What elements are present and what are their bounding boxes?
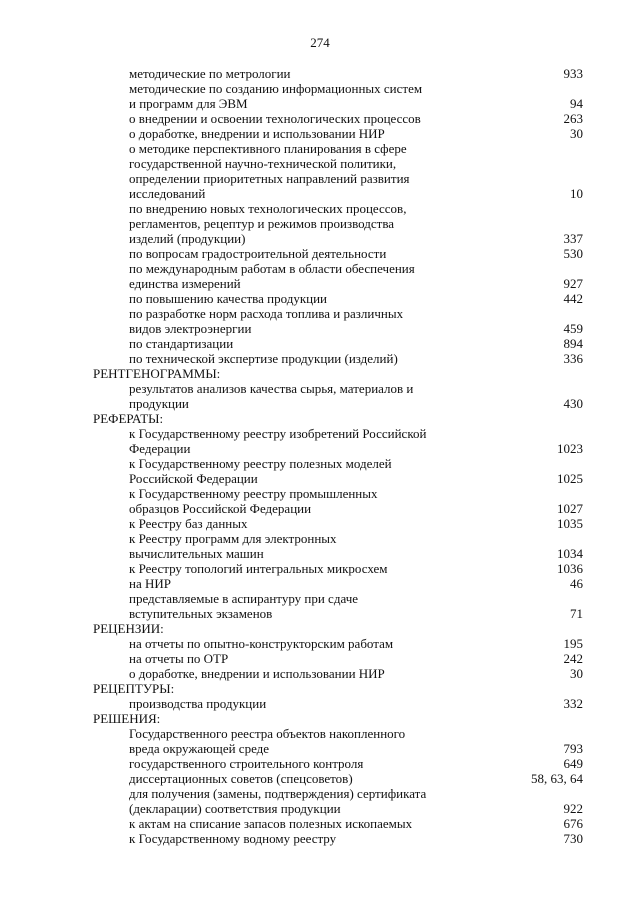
index-entry	[0, 336, 640, 351]
entry-text: к актам на списание запасов полезных ископаемых	[129, 816, 413, 831]
entry-text: методические по созданию информационных систем	[129, 81, 423, 96]
entry-text: (декларации) соответствия продукции	[129, 801, 341, 816]
entry-text: к Реестру баз данных	[129, 516, 248, 531]
page-reference: 793	[563, 741, 583, 756]
index-entry	[0, 666, 640, 681]
page-reference: 71	[570, 606, 583, 621]
index-entry	[0, 471, 640, 486]
index-entry	[0, 201, 640, 216]
page-reference: 1036	[557, 561, 583, 576]
index-entry	[0, 741, 640, 756]
index-entry	[0, 726, 640, 741]
entry-text: по внедрению новых технологических процессов,	[129, 201, 407, 216]
entry-text: РЕЦЕПТУРЫ:	[93, 681, 175, 696]
page-reference: 430	[563, 396, 583, 411]
page-reference: 459	[563, 321, 583, 336]
index-entry	[0, 756, 640, 771]
page-reference: 10	[570, 186, 583, 201]
entry-text: и программ для ЭВМ	[129, 96, 248, 111]
entry-text: РЕШЕНИЯ:	[93, 711, 161, 726]
index-entry	[0, 96, 640, 111]
index-entry	[0, 291, 640, 306]
entry-text: представляемые в аспирантуру при сдаче	[129, 591, 358, 606]
page-reference: 1027	[557, 501, 583, 516]
index-entry	[0, 66, 640, 81]
entry-text: для получения (замены, подтверждения) сертификата	[129, 786, 427, 801]
entry-text: регламентов, рецептур и режимов производства	[129, 216, 395, 231]
index-entry	[0, 216, 640, 231]
entry-text: о доработке, внедрении и использовании НИР	[129, 666, 385, 681]
entry-text: по международным работам в области обеспечения	[129, 261, 415, 276]
entry-text: о методике перспективного планирования в сфере	[129, 141, 407, 156]
page-reference: 1035	[557, 516, 583, 531]
index-entry	[0, 801, 640, 816]
entry-text: на отчеты по опытно-конструкторским работам	[129, 636, 394, 651]
index-entry	[0, 396, 640, 411]
index-entry	[0, 306, 640, 321]
entry-text: по стандартизации	[129, 336, 234, 351]
index-entry	[0, 531, 640, 546]
page-reference: 1023	[557, 441, 583, 456]
page-reference: 242	[563, 651, 583, 666]
entry-text: изделий (продукции)	[129, 231, 246, 246]
page-reference: 530	[563, 246, 583, 261]
index-entry	[0, 786, 640, 801]
index-entry	[0, 186, 640, 201]
page-reference: 46	[570, 576, 583, 591]
entry-text: вычислительных машин	[129, 546, 264, 561]
entry-text: диссертационных советов (спецсоветов)	[129, 771, 353, 786]
index-entry	[0, 351, 640, 366]
index-entry	[0, 501, 640, 516]
entry-text: Государственного реестра объектов накопленного	[129, 726, 406, 741]
index-entry	[0, 576, 640, 591]
entry-text: по повышению качества продукции	[129, 291, 328, 306]
entry-text: по технической экспертизе продукции (изделий)	[129, 351, 398, 366]
index-entry	[0, 816, 640, 831]
entry-text: государственного строительного контроля	[129, 756, 364, 771]
section-heading	[0, 621, 640, 636]
page-reference: 195	[563, 636, 583, 651]
entry-text: государственной научно-технической политики,	[129, 156, 397, 171]
page-reference: 442	[563, 291, 583, 306]
entry-text: единства измерений	[129, 276, 241, 291]
entry-text: на отчеты по ОТР	[129, 651, 229, 666]
section-heading	[0, 411, 640, 426]
index-entry	[0, 426, 640, 441]
page-reference: 649	[563, 756, 583, 771]
section-heading	[0, 711, 640, 726]
entry-text: по вопросам градостроительной деятельности	[129, 246, 387, 261]
page-reference: 336	[563, 351, 583, 366]
index-entry	[0, 261, 640, 276]
index-entry	[0, 456, 640, 471]
index-entry	[0, 561, 640, 576]
page-reference: 58, 63, 64	[531, 771, 583, 786]
page-reference: 894	[563, 336, 583, 351]
section-heading	[0, 366, 640, 381]
index-entry	[0, 141, 640, 156]
entry-text: на НИР	[129, 576, 171, 591]
entry-text: РЕНТГЕНОГРАММЫ:	[93, 366, 221, 381]
entry-text: методические по метрологии	[129, 66, 291, 81]
entry-text: к Государственному реестру промышленных	[129, 486, 378, 501]
section-heading	[0, 681, 640, 696]
page-reference: 933	[563, 66, 583, 81]
page-reference: 922	[563, 801, 583, 816]
page-reference: 30	[570, 126, 583, 141]
entry-text: вступительных экзаменов	[129, 606, 273, 621]
index-entry	[0, 516, 640, 531]
index-entry	[0, 591, 640, 606]
entry-text: РЕФЕРАТЫ:	[93, 411, 164, 426]
page-reference: 1025	[557, 471, 583, 486]
page-reference: 332	[563, 696, 583, 711]
entry-text: вреда окружающей среде	[129, 741, 270, 756]
index-list	[0, 66, 640, 901]
entry-text: исследований	[129, 186, 206, 201]
index-entry	[0, 546, 640, 561]
index-entry	[0, 381, 640, 396]
entry-text: определении приоритетных направлений развития	[129, 171, 410, 186]
index-entry	[0, 651, 640, 666]
index-entry	[0, 111, 640, 126]
page-reference: 94	[570, 96, 583, 111]
entry-text: к Государственному реестру полезных моделей	[129, 456, 392, 471]
entry-text: к Государственному реестру изобретений Российской	[129, 426, 427, 441]
page-reference: 676	[563, 816, 583, 831]
index-entry	[0, 126, 640, 141]
entry-text: Российской Федерации	[129, 471, 258, 486]
index-entry	[0, 771, 640, 786]
index-entry	[0, 486, 640, 501]
entry-text: о внедрении и освоении технологических процессов	[129, 111, 421, 126]
entry-text: РЕЦЕНЗИИ:	[93, 621, 164, 636]
page-number: 274	[310, 35, 330, 50]
entry-text: видов электроэнергии	[129, 321, 252, 336]
entry-text: образцов Российской Федерации	[129, 501, 312, 516]
index-entry	[0, 156, 640, 171]
page-reference: 337	[563, 231, 583, 246]
index-entry	[0, 831, 640, 846]
index-entry	[0, 246, 640, 261]
entry-text: Федерации	[129, 441, 191, 456]
entry-text: к Реестру программ для электронных	[129, 531, 337, 546]
index-entry	[0, 81, 640, 96]
entry-text: к Реестру топологий интегральных микросхем	[129, 561, 388, 576]
page-reference: 730	[563, 831, 583, 846]
index-entry	[0, 231, 640, 246]
index-entry	[0, 696, 640, 711]
index-entry	[0, 276, 640, 291]
page-reference: 30	[570, 666, 583, 681]
entry-text: о доработке, внедрении и использовании НИР	[129, 126, 385, 141]
index-entry	[0, 321, 640, 336]
index-entry	[0, 171, 640, 186]
index-entry	[0, 606, 640, 621]
page-reference: 927	[563, 276, 583, 291]
entry-text: результатов анализов качества сырья, материалов и	[129, 381, 414, 396]
index-entry	[0, 441, 640, 456]
page-reference: 263	[563, 111, 583, 126]
page-reference: 1034	[557, 546, 583, 561]
entry-text: производства продукции	[129, 696, 267, 711]
index-entry	[0, 636, 640, 651]
entry-text: по разработке норм расхода топлива и различных	[129, 306, 404, 321]
entry-text: к Государственному водному реестру	[129, 831, 337, 846]
entry-text: продукции	[129, 396, 189, 411]
